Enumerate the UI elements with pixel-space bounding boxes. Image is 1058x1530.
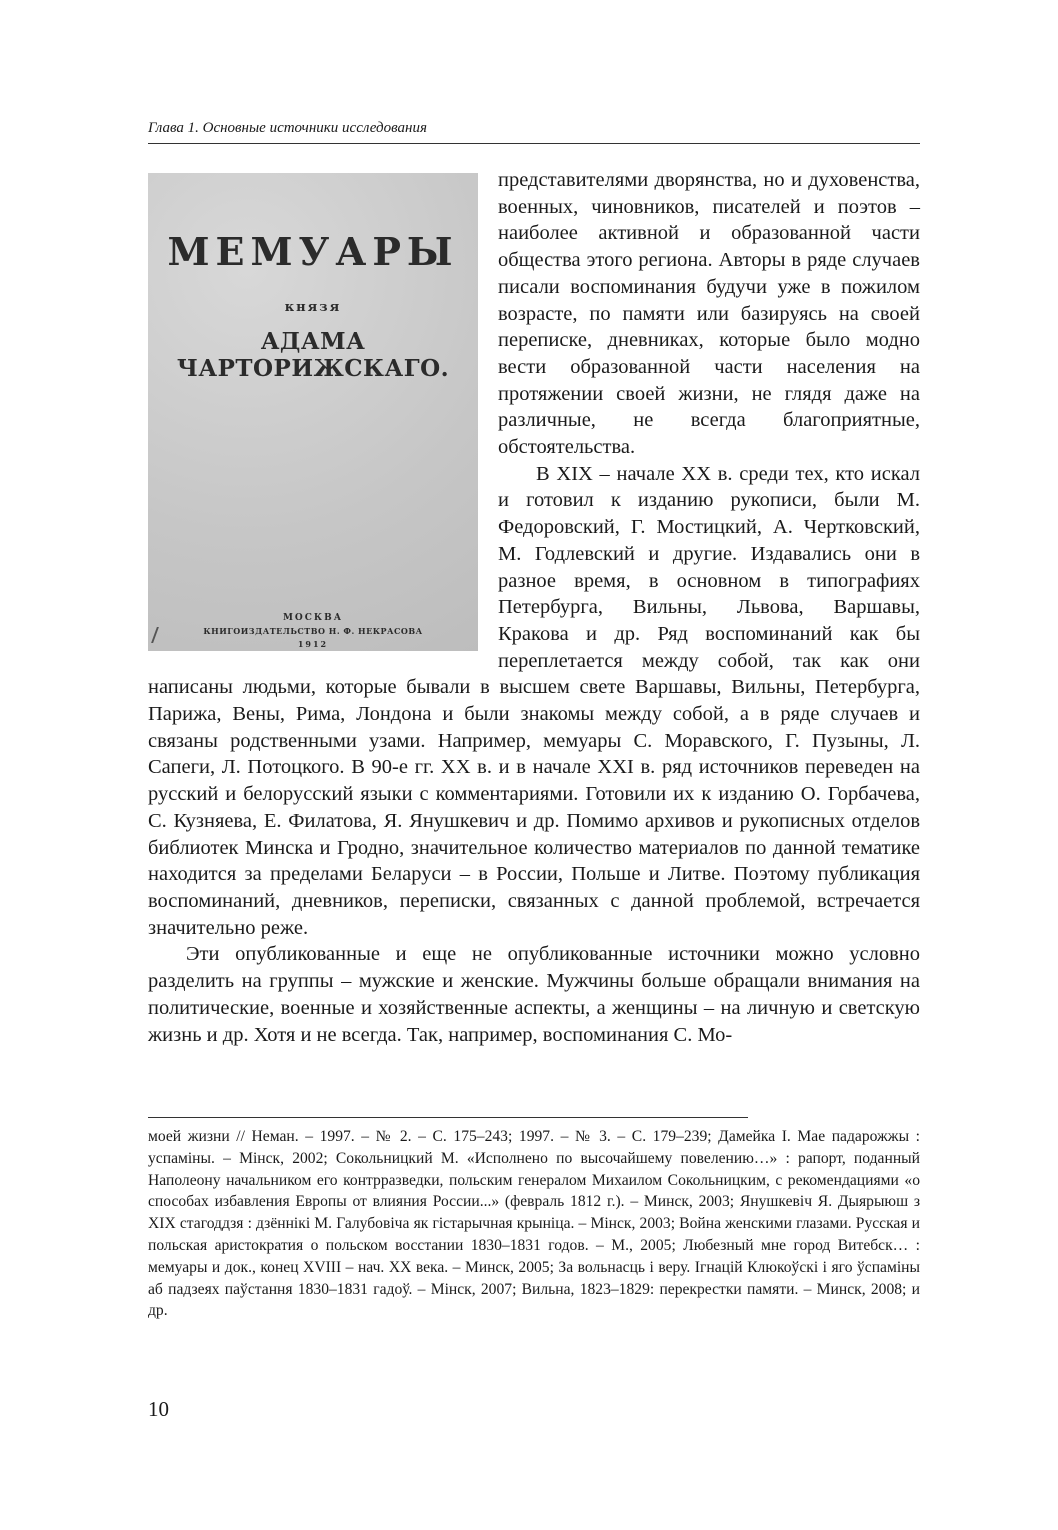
- page-number: 10: [148, 1397, 169, 1421]
- cover-year: 1912: [297, 639, 329, 649]
- cover-publisher: КНИГОИЗДАТЕЛЬСТВО Н. Ф. НЕКРАСОВА: [203, 626, 423, 636]
- paragraph: В XIX – начале XX в. среди тех, кто искал и готовил к изданию рукописи, были М. Федоровский, Г. Мостицкий, А. Чертковский, М. Годлевский и другие. Издавались они в разное время, в основном в типографиях Петербурга, Вильны, Львова, Варшавы, Кракова и др. Ряд воспоминаний как бы переплетается между собой, так как они написаны людьми, которые бывали в высшем свете Варшавы, Вильны, Петербурга, Парижа, Вены, Рима, Лондона и были знакомы между собой, а в ряде случаев и связаны родственными узами. Например, мемуары С. Моравского, Г. Пузыны, Л. Сапеги, Л. Потоцкого. В 90-е гг. XX в. и в начале XXI в. ряд источников переведен на русский и белорусский языки с комментариями. Готовили их к изданию О. Горбачева, С. Кузняева, Е. Филатова, Я. Янушкевич и др. Помимо архивов и рукописных отделов библиотек Минска и Гродно, значительное количество материалов по данной тематике находится за пределами Беларуси – в России, Польше и Литве. Поэтому публикация воспоминаний, дневников, переписки, связанных с данной проблемой, встречается значительно реже.: [148, 462, 920, 939]
- main-text: [148, 167, 920, 1048]
- cover-subtitle: князя: [284, 300, 342, 315]
- paragraph: Эти опубликованные и еще не опубликованные источники можно условно разделить на группы – мужские и женские. Мужчины больше обращали внимания на политические, военные и хозяйственные аспекты, а женщины – на личную и светскую жизнь и др. Хотя и не всегда. Так, например, воспоминания С. Мо-: [148, 943, 920, 1046]
- cover-city: МОСКВА: [282, 613, 344, 623]
- running-head: Глава 1. Основные источники исследования: [148, 118, 920, 144]
- cover-title: МЕМУАРЫ: [167, 229, 459, 274]
- cover-author-name: АДАМА ЧАРТОРИЖСКАГО.: [176, 328, 450, 382]
- paragraph: представителями дворянства, но и духовенства, военных, чиновников, писателей и поэтов – наиболее активной и образованной части общества этого региона. Авторы в ряде случаев писали воспоминания будучи уже в пожилом возрасте, по памяти или базируясь на своей переписке, дневниках, которые было модно вести образованной части населения на протяжении своей жизни, не глядя даже на различные, не всегда благоприятные, обстоятельства.: [498, 169, 920, 459]
- book-cover-image: [148, 173, 478, 651]
- footnote-divider: [148, 1117, 748, 1118]
- footnote: моей жизни // Неман. – 1997. – № 2. – С. 175–243; 1997. – № 3. – С. 179–239; Дамейка І. Мае падарожжы : успаміны. – Мінск, 2002; Сокольницкий М. «Исполнено по высочайшему повелению…» : рапорт, поданный Наполеону начальником его контрразведки, польским генералом Михаилом Сокольницким, с рекомендациями «о способах избавления Европы от влияния России...» (февраль 1812 г.). – Минск, 2003; Янушкевіч Я. Дыярыюш з XIX стагоддзя : дзённікі М. Галубовіча як гістарычная крыніца. – Мінск, 2003; Война женскими глазами. Русская и польская аристократия о польском восстании 1830–1831 годов. – М., 2005; Любезный мне город Витебск… : мемуары и док., конец XVIII – нач. XX века. – Минск, 2005; За вольнасць і веру. Ігнацій Клюкоўскі і яго ўспаміны аб падзеях паўстання 1830–1831 гадоў. – Мінск, 2007; Вильна, 1823–1829: перекрестки памяти. – Минск, 2008; и др.: [148, 1128, 920, 1320]
